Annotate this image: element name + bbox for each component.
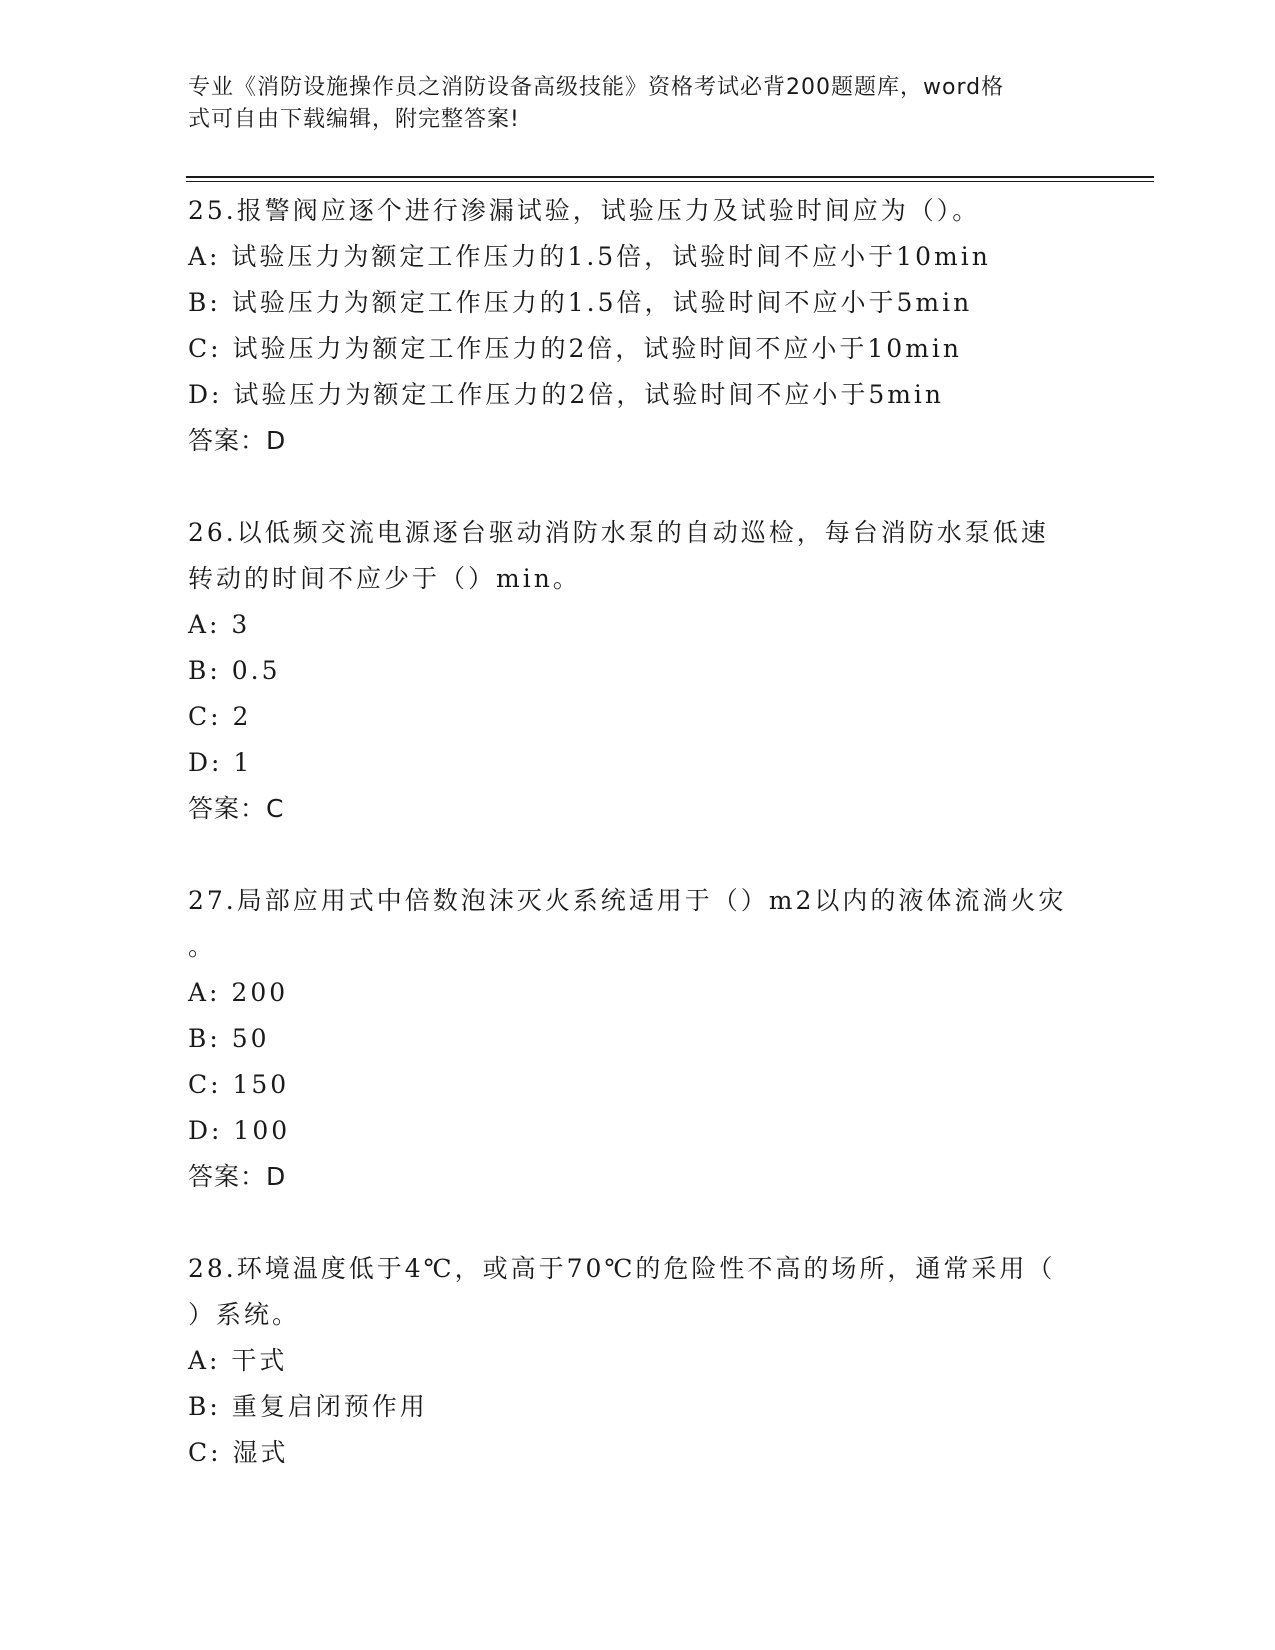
- option-a: A: 干式: [188, 1346, 288, 1375]
- option-c: C: 2: [188, 702, 252, 731]
- question-stem-line-2: 转动的时间不应少于（）min。: [188, 564, 581, 593]
- option-a: A: 3: [188, 610, 251, 639]
- answer-label: 答案：C: [188, 794, 285, 823]
- answer-label: 答案：D: [188, 426, 287, 455]
- document-header: [188, 72, 1068, 136]
- option-b: B: 试验压力为额定工作压力的1.5倍，试验时间不应小于5min: [188, 288, 973, 317]
- question-stem-line-1: 28.环境温度低于4℃，或高于70℃的危险性不高的场所，通常采用（: [188, 1254, 1056, 1283]
- option-b: B: 50: [188, 1024, 270, 1053]
- question-25: [188, 188, 1088, 464]
- option-c: C: 湿式: [188, 1438, 289, 1467]
- option-b: B: 重复启闭预作用: [188, 1392, 428, 1421]
- option-d: D: 1: [188, 748, 253, 777]
- option-c: C: 试验压力为额定工作压力的2倍，试验时间不应小于10min: [188, 334, 963, 363]
- option-d: D: 100: [188, 1116, 291, 1145]
- option-a: A: 试验压力为额定工作压力的1.5倍，试验时间不应小于10min: [188, 242, 991, 271]
- question-27: [188, 878, 1088, 1200]
- header-line-1: 专业《消防设施操作员之消防设备高级技能》资格考试必背200题题库，word格: [188, 75, 1005, 100]
- question-stem-line-2: ）系统。: [188, 1300, 301, 1329]
- option-c: C: 150: [188, 1070, 290, 1099]
- option-b: B: 0.5: [188, 656, 281, 685]
- option-a: A: 200: [188, 978, 289, 1007]
- question-list: [188, 188, 1088, 1522]
- question-28: [188, 1246, 1088, 1476]
- option-d: D: 试验压力为额定工作压力的2倍，试验时间不应小于5min: [188, 380, 945, 409]
- answer-label: 答案：D: [188, 1162, 287, 1191]
- header-line-2: 式可自由下载编辑，附完整答案!: [188, 107, 520, 132]
- question-26: [188, 510, 1088, 832]
- question-stem-line-1: 26.以低频交流电源逐台驱动消防水泵的自动巡检，每台消防水泵低速: [188, 518, 1049, 547]
- question-stem-line-1: 27.局部应用式中倍数泡沫灭火系统适用于（）m2以内的液体流淌火灾: [188, 886, 1067, 915]
- header-divider-thin: [186, 181, 1154, 182]
- question-stem: 25.报警阀应逐个进行渗漏试验，试验压力及试验时间应为（）。: [188, 196, 981, 225]
- question-stem-line-2: 。: [188, 932, 217, 961]
- header-divider-thick: [186, 176, 1154, 178]
